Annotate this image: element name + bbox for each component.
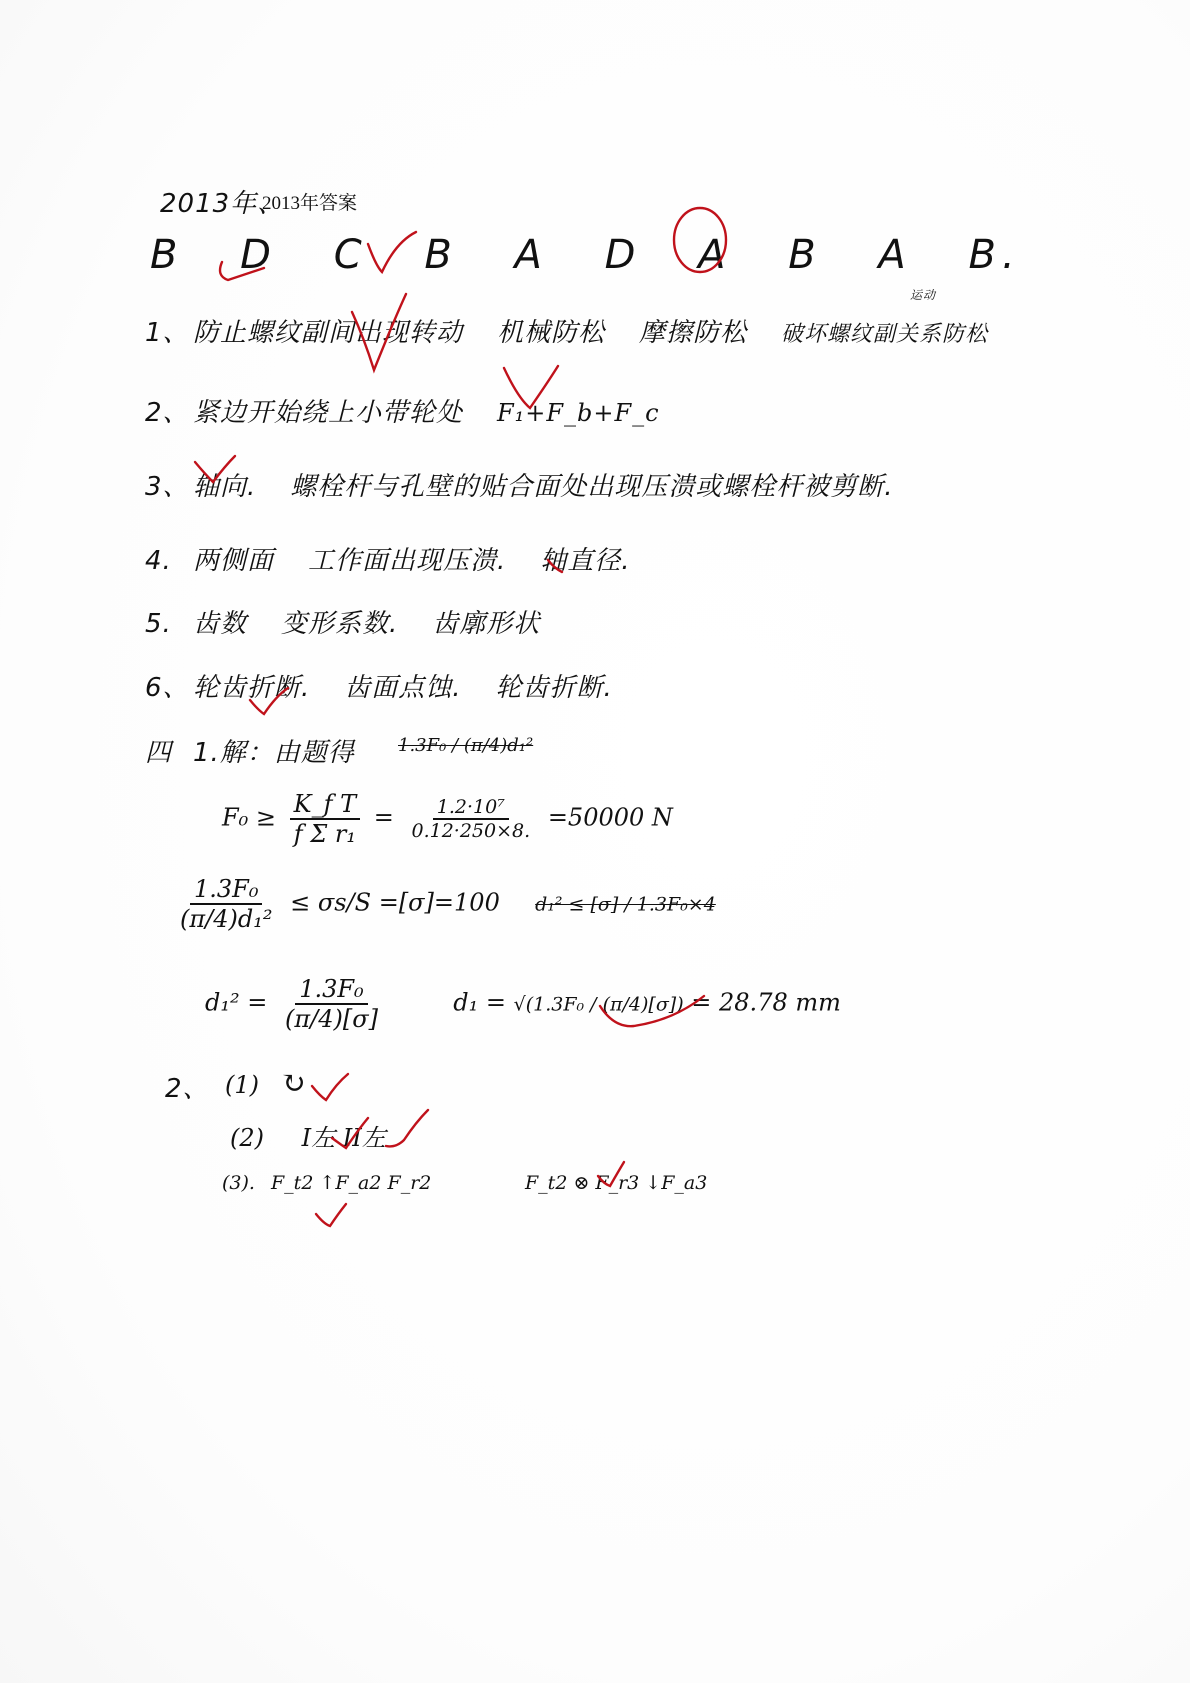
crossed-expression: 1.3F₀ / (π/4)d₁² (398, 735, 534, 756)
q2-part3-right: F_t2 ⊗ F_r3 ↓F_a3 (525, 1172, 708, 1194)
fill-answer-2: 2、 紧边开始绕上小带轮处 F₁+F_b+F_c (145, 398, 660, 428)
choice-answers-row (150, 232, 1059, 278)
bleed-through (395, 430, 401, 451)
fill-answer-3: 3、 轴向. 螺栓杆与孔壁的贴合面处出现压溃或螺栓杆被剪断. (145, 472, 894, 502)
choice-answer: B (150, 232, 184, 278)
choice-answer: A (514, 232, 548, 278)
choice-answer: D (604, 232, 642, 278)
q2-part3: (3). F_t2 ↑F_a2 F_r2 (222, 1172, 432, 1194)
choice-answer: A (878, 232, 912, 278)
choice-answer: B (424, 232, 458, 278)
section-four-q1-intro: 四 1.解：由题得 (145, 738, 355, 768)
choice-answer: B. (968, 232, 1021, 278)
choice-answer: B (788, 232, 822, 278)
equation-preload: F₀ ≥ $\frac{\text{K\_f T}}{\text{f Σ r₁}}$ = $\frac{\text{1.2·10⁷}}{0.12\cdot 250\times 8.}$ =50000 N (222, 790, 673, 848)
equation-diameter: d₁² = $\frac{\text{1.3F₀}}{(\pi/4)[\sigma]}$ d₁ = √(1.3F₀ / (π/4)[σ]) = 28.78 mm (205, 975, 841, 1033)
fill-answer-6: 6、 轮齿折断. 齿面点蚀. 轮齿折断. (145, 673, 613, 703)
choice-answer: C (333, 232, 368, 278)
fill-answer-1: 1、 防止螺纹副间出现转动 机械防松 摩擦防松 破坏螺纹副关系防松 (145, 318, 989, 348)
handwritten-year: 2013年、 (160, 189, 285, 219)
fill-answer-5: 5. 齿数 变形系数. 齿廓形状 (145, 609, 541, 639)
equation-strength: $\frac{\text{1.3F₀}}{\text{(π/4)d₁²}}$ ≤ σs/S =[σ]=100 d₁² ≤ [σ] / 1.3F₀×4 (180, 875, 716, 933)
choice-answer: D (240, 232, 277, 278)
page-title: 2013年答案 (262, 193, 358, 214)
fill-answer-4: 4. 两侧面 工作面出现压溃. 轴直径. (145, 546, 631, 576)
q2-part1: (1) ↻ (225, 1066, 306, 1101)
fill-answer-1-note: 运动 (910, 288, 937, 302)
q2-part2: (2) I左 II左 (230, 1124, 386, 1152)
section-four-q2-label: 2、 (165, 1074, 210, 1104)
choice-answer: A (698, 232, 732, 278)
